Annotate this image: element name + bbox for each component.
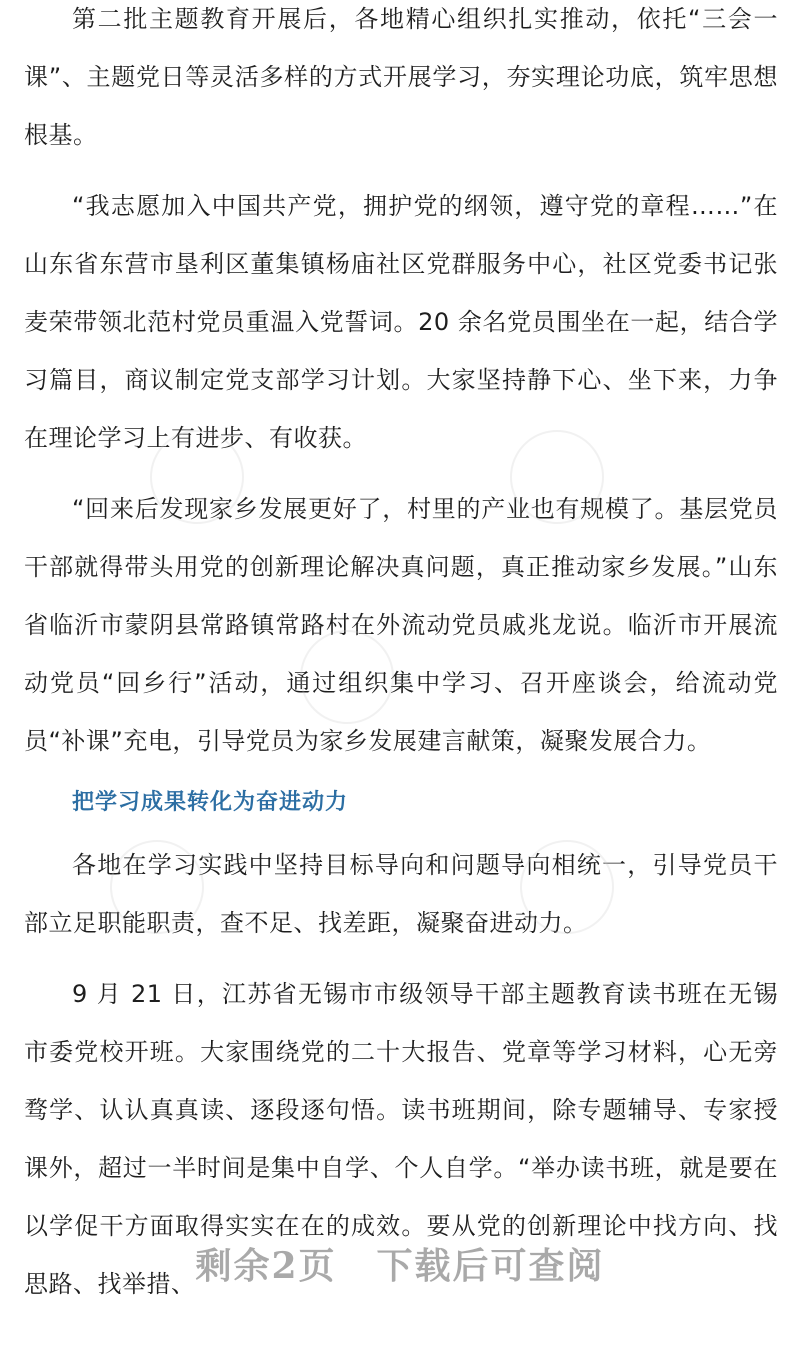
article-paragraph: 9 月 21 日，江苏省无锡市市级领导干部主题教育读书班在无锡市委党校开班。大家围绕党的二十大报告、党章等学习材料，心无旁骛学、认认真真读、逐段逐句悟。读书班期间，除专题辅导、专家授课外，超过一半时间是集中自学、个人自学。“举办读书班，就是要在以学促干方面取得实实在在的成效。要从党的创新理论中找方向、找思路、找举措、 <box>24 980 778 1298</box>
article-paragraph: 各地在学习实践中坚持目标导向和问题导向相统一，引导党员干部立足职能职责，查不足、找差距，凝聚奋进动力。 <box>24 851 778 937</box>
download-hint-label: 下载后可查阅 <box>376 1245 605 1287</box>
article-paragraph: 第二批主题教育开展后，各地精心组织扎实推动，依托“三会一课”、主题党日等灵活多样的方式开展学习，夯实理论功底，筑牢思想根基。 <box>24 5 778 149</box>
remaining-pages-label: 剩余2页 <box>195 1245 337 1287</box>
article-paragraph: “回来后发现家乡发展更好了，村里的产业也有规模了。基层党员干部就得带头用党的创新理论解决真问题，真正推动家乡发展。”山东省临沂市蒙阴县常路镇常路村在外流动党员戚兆龙说。临沂市开展流动党员“回乡行”活动，通过组织集中学习、召开座谈会，给流动党员“补课”充电，引导党员为家乡发展建言献策，凝聚发展合力。 <box>24 495 778 755</box>
download-prompt[interactable] <box>0 1238 800 1289</box>
article-body <box>24 0 778 1313</box>
article-paragraph: “我志愿加入中国共产党，拥护党的纲领，遵守党的章程……”在山东省东营市垦利区董集镇杨庙社区党群服务中心，社区党委书记张麦荣带领北范村党员重温入党誓词。20 余名党员围坐在一起，结合学习篇目，商议制定党支部学习计划。大家坚持静下心、坐下来，力争在理论学习上有进步、有收获。 <box>24 192 778 452</box>
section-heading: 把学习成果转化为奋进动力 <box>72 790 349 815</box>
